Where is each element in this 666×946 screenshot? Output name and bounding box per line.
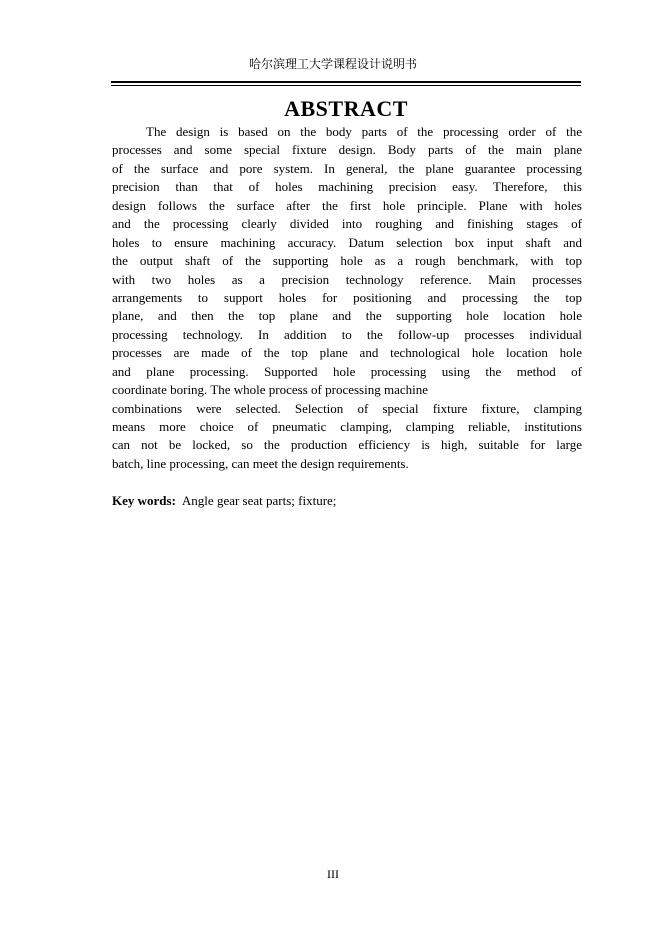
abstract-line: the output shaft of the supporting hole as a rough benchmark, with top xyxy=(112,253,582,269)
abstract-line: processes and some special fixture design. Body parts of the main plane xyxy=(112,142,582,158)
abstract-line: holes to ensure machining accuracy. Datum selection box input shaft and xyxy=(112,234,582,250)
abstract-line: and plane processing. Supported hole processing using the method of xyxy=(112,363,582,379)
abstract-line: can not be locked, so the production efficiency is high, suitable for large xyxy=(112,437,582,453)
page-header: 哈尔滨理工大学课程设计说明书 xyxy=(248,57,417,71)
abstract-line: processes are made of the top plane and technological hole location hole xyxy=(112,345,582,361)
abstract-line: combinations were selected. Selection of special fixture fixture, clamping xyxy=(112,400,582,416)
abstract-line: plane, and then the top plane and the supporting hole location hole xyxy=(112,308,582,324)
abstract-line: means more choice of pneumatic clamping, clamping reliable, institutions xyxy=(112,419,582,434)
abstract-line: batch, line processing, can meet the design requirements. xyxy=(112,455,409,471)
header-rule-thin xyxy=(111,85,581,86)
abstract-body xyxy=(112,123,582,473)
keywords xyxy=(112,492,582,510)
abstract-line: The design is based on the body parts of the processing order of the xyxy=(146,124,582,139)
abstract-line: arrangements to support holes for positioning and processing the top xyxy=(112,289,582,305)
abstract-line: design follows the surface after the first hole principle. Plane with holes xyxy=(112,197,582,213)
keywords-value: Angle gear seat parts; fixture; xyxy=(181,493,337,508)
header-rule-thick xyxy=(111,81,581,83)
abstract-line: coordinate boring. The whole process of processing machine xyxy=(112,382,428,398)
page-number: III xyxy=(327,867,339,881)
abstract-line: precision than that of holes machining precision easy. Therefore, this xyxy=(112,179,582,195)
abstract-line: processing technology. In addition to the follow-up processes individual xyxy=(112,326,582,342)
abstract-line: and the processing clearly divided into roughing and finishing stages of xyxy=(112,216,582,232)
keywords-label: Key words: xyxy=(112,493,176,508)
abstract-line: with two holes as a precision technology reference. Main processes xyxy=(112,271,582,287)
abstract-line: of the surface and pore system. In general, the plane guarantee processing xyxy=(112,160,582,176)
abstract-title: ABSTRACT xyxy=(284,96,408,121)
